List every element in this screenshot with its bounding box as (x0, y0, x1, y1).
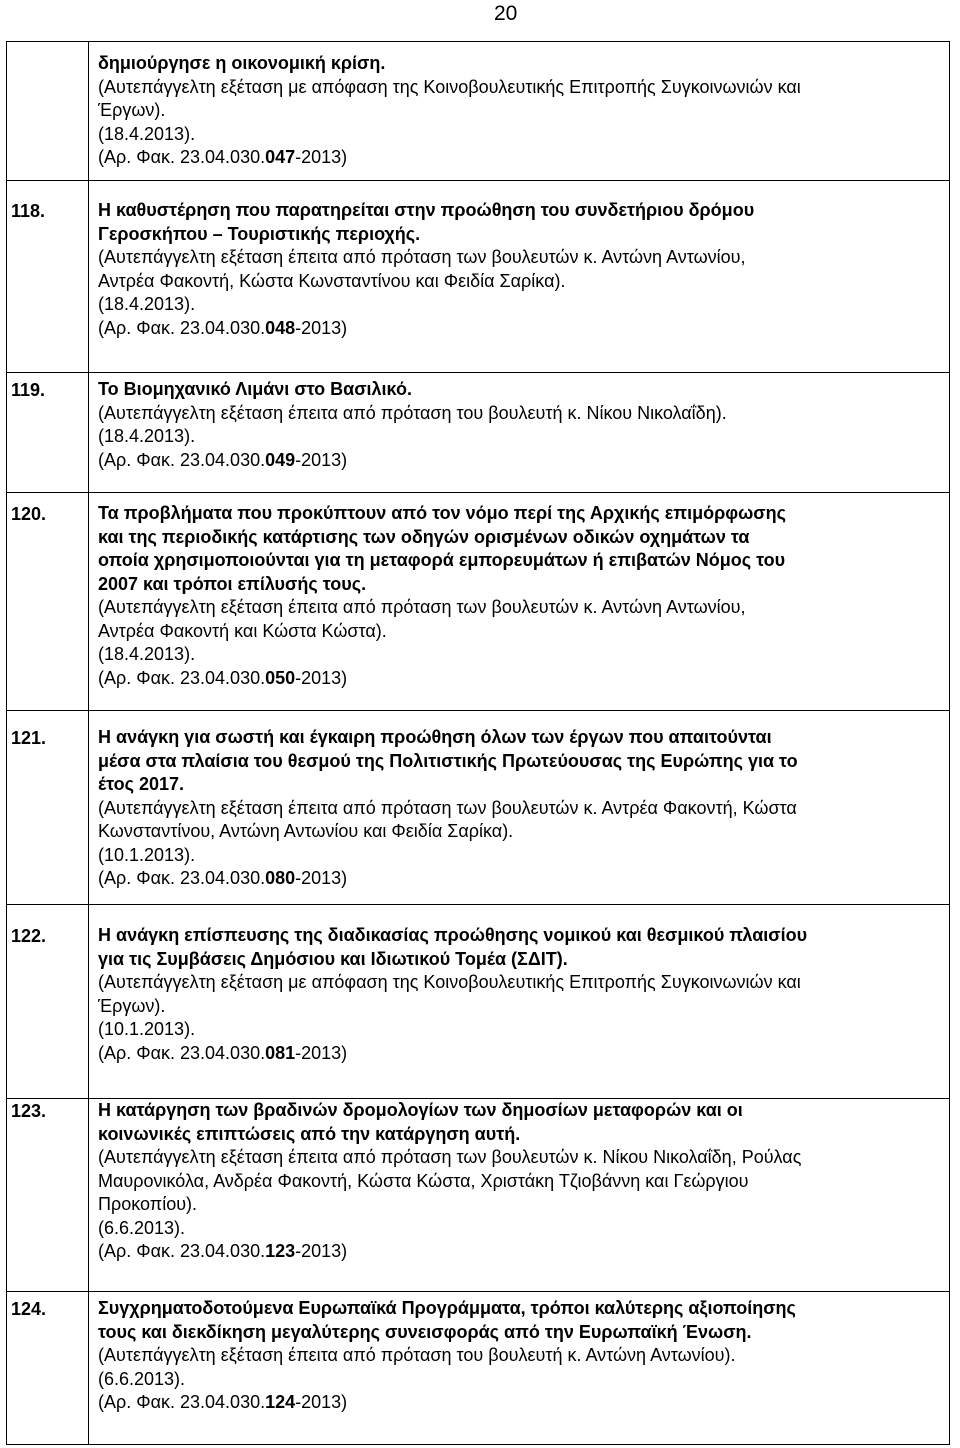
item-date: (6.6.2013). (98, 1217, 186, 1238)
row-divider (7, 180, 949, 181)
item-date: (10.1.2013). (98, 1019, 196, 1039)
item-content (98, 199, 943, 340)
item-content (98, 52, 943, 170)
item-title: δημιούργησε η οικονομική κρίση. (98, 53, 386, 73)
item-file-ref: (Αρ. Φακ. 23.04.030.080-2013) (98, 868, 348, 888)
row-divider (7, 372, 949, 373)
item-number: 122. (11, 926, 47, 946)
item-title: έτος 2017. (98, 774, 185, 794)
item-note: (Αυτεπάγγελτη εξέταση έπειτα από πρόταση των βουλευτών κ. Αντρέα Φακοντή, Κώστα (98, 797, 797, 818)
item-date: (18.4.2013). (98, 294, 196, 314)
item-file-ref: (Αρ. Φακ. 23.04.030.081-2013) (98, 1042, 348, 1063)
item-note: (Αυτεπάγγελτη εξέταση έπειτα από πρόταση των βουλευτών κ. Αντώνη Αντωνίου, (98, 597, 746, 617)
column-divider (88, 42, 89, 1444)
agenda-table (6, 41, 950, 1445)
item-title: Η κατάργηση των βραδινών δρομολογίων των δημοσίων μεταφορών και οι (98, 1100, 743, 1120)
item-file-ref: (Αρ. Φακ. 23.04.030.049-2013) (98, 449, 348, 470)
item-file-ref: (Αρ. Φακ. 23.04.030.048-2013) (98, 317, 348, 338)
item-content (98, 726, 943, 891)
row-divider (7, 1291, 949, 1292)
item-title: μέσα στα πλαίσια του θεσμού της Πολιτιστικής Πρωτεύουσας της Ευρώπης για το (98, 750, 798, 771)
item-title: Το Βιομηχανικό Λιμάνι στο Βασιλικό. (98, 379, 412, 399)
item-content (98, 924, 943, 1065)
row-divider (7, 492, 949, 493)
item-date: (18.4.2013). (98, 123, 196, 144)
item-title: για τις Συμβάσεις Δημόσιου και Ιδιωτικού Τομέα (ΣΔΙΤ). (98, 948, 568, 969)
item-note: (Αυτεπάγγελτη εξέταση με απόφαση της Κοινοβουλευτικής Επιτροπής Συγκοινωνιών και (98, 76, 801, 97)
item-title: οποία χρησιμοποιούνται για τη μεταφορά εμπορευμάτων ή επιβατών Νόμος του (98, 550, 786, 570)
item-file-ref: (Αρ. Φακ. 23.04.030.047-2013) (98, 147, 348, 167)
item-note: (Αυτεπάγγελτη εξέταση έπειτα από πρόταση των βουλευτών κ. Αντώνη Αντωνίου, (98, 247, 746, 267)
item-title: τους και διεκδίκηση μεγαλύτερης συνεισφοράς από την Ευρωπαϊκή Ένωση. (98, 1321, 752, 1342)
item-file-ref: (Αρ. Φακ. 23.04.030.124-2013) (98, 1392, 348, 1412)
item-title: Η καθυστέρηση που παρατηρείται στην προώθηση του συνδετήριου δρόμου (98, 200, 755, 220)
item-number: 124. (11, 1299, 47, 1319)
page-number: 20 (494, 2, 518, 25)
item-note: Μαυρονικόλα, Ανδρέα Φακοντή, Κώστα Κώστα, Χριστάκη Τζιοβάννη και Γεώργιου (98, 1170, 749, 1191)
item-note: (Αυτεπάγγελτη εξέταση έπειτα από πρόταση του βουλευτή κ. Αντώνη Αντωνίου). (98, 1345, 736, 1365)
item-note: (Αυτεπάγγελτη εξέταση έπειτα από πρόταση του βουλευτή κ. Νίκου Νικολαΐδη). (98, 402, 727, 423)
item-note: Προκοπίου). (98, 1194, 198, 1214)
item-note: (Αυτεπάγγελτη εξέταση έπειτα από πρόταση των βουλευτών κ. Νίκου Νικολαΐδη, Ρούλας (98, 1147, 802, 1167)
item-title: Τα προβλήματα που προκύπτουν από τον νόμο περί της Αρχικής επιμόρφωσης (98, 503, 786, 523)
item-content (98, 502, 943, 690)
item-content (98, 1297, 943, 1415)
item-note: Έργων). (98, 100, 166, 120)
row-divider (7, 710, 949, 711)
item-note: Αντρέα Φακοντή, Κώστα Κωνσταντίνου και Φειδία Σαρίκα). (98, 270, 566, 291)
item-date: (6.6.2013). (98, 1368, 186, 1389)
item-content (98, 1099, 943, 1264)
item-title: Γεροσκήπου – Τουριστικής περιοχής. (98, 223, 421, 244)
item-title: Η ανάγκη επίσπευσης της διαδικασίας προώθησης νομικού και θεσμικού πλαισίου (98, 925, 808, 945)
item-title: και της περιοδικής κατάρτισης των οδηγών ορισμένων οδικών οχημάτων τα (98, 526, 750, 547)
item-title: κοινωνικές επιπτώσεις από την κατάργηση αυτή. (98, 1123, 521, 1144)
item-number: 123. (11, 1101, 47, 1121)
item-date: (18.4.2013). (98, 644, 196, 664)
item-note: Αντρέα Φακοντή και Κώστα Κώστα). (98, 620, 387, 641)
item-note: (Αυτεπάγγελτη εξέταση με απόφαση της Κοινοβουλευτικής Επιτροπής Συγκοινωνιών και (98, 972, 801, 992)
item-note: Έργων). (98, 995, 166, 1016)
item-number: 120. (11, 504, 47, 524)
item-date: (10.1.2013). (98, 844, 196, 865)
item-number: 118. (11, 201, 46, 221)
item-title: 2007 και τρόποι επίλυσής τους. (98, 573, 367, 594)
item-title: Συγχρηματοδοτούμενα Ευρωπαϊκά Προγράμματα, τρόποι καλύτερης αξιοποίησης (98, 1298, 796, 1318)
item-content (98, 378, 943, 472)
item-file-ref: (Αρ. Φακ. 23.04.030.050-2013) (98, 667, 348, 688)
row-divider (7, 904, 949, 905)
item-file-ref: (Αρ. Φακ. 23.04.030.123-2013) (98, 1241, 348, 1261)
item-date: (18.4.2013). (98, 426, 196, 446)
item-note: Κωνσταντίνου, Αντώνη Αντωνίου και Φειδία Σαρίκα). (98, 821, 514, 841)
item-number: 121. (11, 728, 47, 748)
item-number: 119. (11, 380, 46, 400)
item-title: Η ανάγκη για σωστή και έγκαιρη προώθηση όλων των έργων που απαιτούνται (98, 727, 772, 747)
